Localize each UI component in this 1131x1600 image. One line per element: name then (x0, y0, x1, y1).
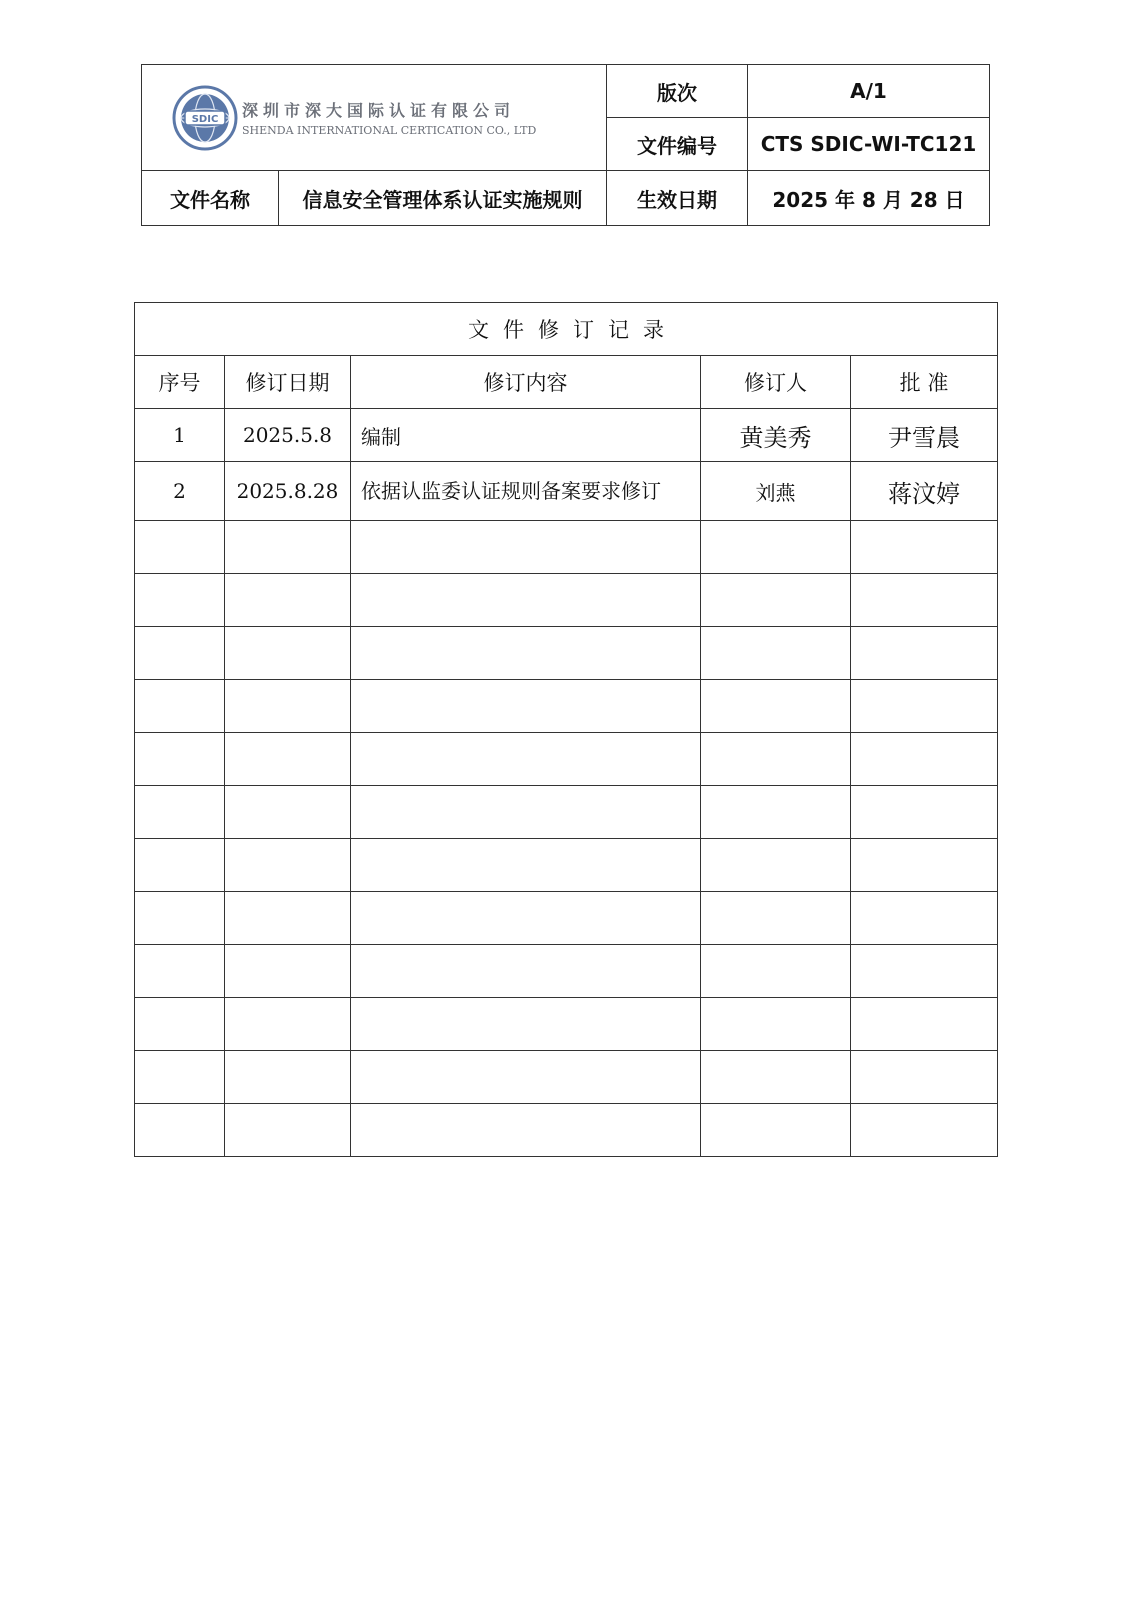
empty-table-row (135, 839, 998, 892)
empty-table-row (135, 892, 998, 945)
row-reviser-signature: 黄美秀 (701, 409, 851, 462)
column-header-approver: 批 准 (851, 356, 998, 409)
company-name-en: SHENDA INTERNATIONAL CERTICATION CO., LTD (242, 124, 537, 137)
revision-table-title: 文件修订记录 (135, 303, 998, 356)
revision-record-table (134, 302, 998, 1157)
document-name-label: 文件名称 (142, 171, 279, 226)
empty-table-row (135, 945, 998, 998)
company-logo-cell (142, 65, 607, 171)
logo-mark-text: SDIC (191, 113, 219, 125)
effective-date-label: 生效日期 (607, 171, 748, 226)
row-number: 2 (135, 462, 225, 521)
column-header-content: 修订内容 (351, 356, 701, 409)
document-header-table (141, 64, 990, 226)
empty-table-row (135, 786, 998, 839)
company-logo (172, 85, 606, 151)
table-row (135, 462, 998, 521)
empty-table-row (135, 521, 998, 574)
version-label: 版次 (607, 65, 748, 118)
column-header-reviser: 修订人 (701, 356, 851, 409)
row-content: 编制 (351, 409, 701, 462)
row-number: 1 (135, 409, 225, 462)
empty-table-row (135, 574, 998, 627)
document-number-label: 文件编号 (607, 118, 748, 171)
row-approver-signature: 蒋汶婷 (851, 462, 998, 521)
globe-seal-icon (172, 85, 238, 151)
table-row (135, 409, 998, 462)
empty-table-row (135, 627, 998, 680)
row-date: 2025.8.28 (225, 462, 351, 521)
empty-table-row (135, 1051, 998, 1104)
column-header-date: 修订日期 (225, 356, 351, 409)
company-name-cn: 深圳市深大国际认证有限公司 (242, 101, 516, 120)
empty-table-row (135, 998, 998, 1051)
version-value: A/1 (748, 65, 990, 118)
document-name-value: 信息安全管理体系认证实施规则 (279, 171, 607, 226)
row-content: 依据认监委认证规则备案要求修订 (351, 462, 701, 521)
empty-table-row (135, 1104, 998, 1157)
effective-date-value: 2025 年 8 月 28 日 (748, 171, 990, 226)
empty-table-row (135, 680, 998, 733)
column-header-number: 序号 (135, 356, 225, 409)
document-number-value: CTS SDIC-WI-TC121 (748, 118, 990, 171)
row-date: 2025.5.8 (225, 409, 351, 462)
row-approver-signature: 尹雪晨 (851, 409, 998, 462)
row-reviser-signature: 刘燕 (701, 462, 851, 521)
empty-table-row (135, 733, 998, 786)
